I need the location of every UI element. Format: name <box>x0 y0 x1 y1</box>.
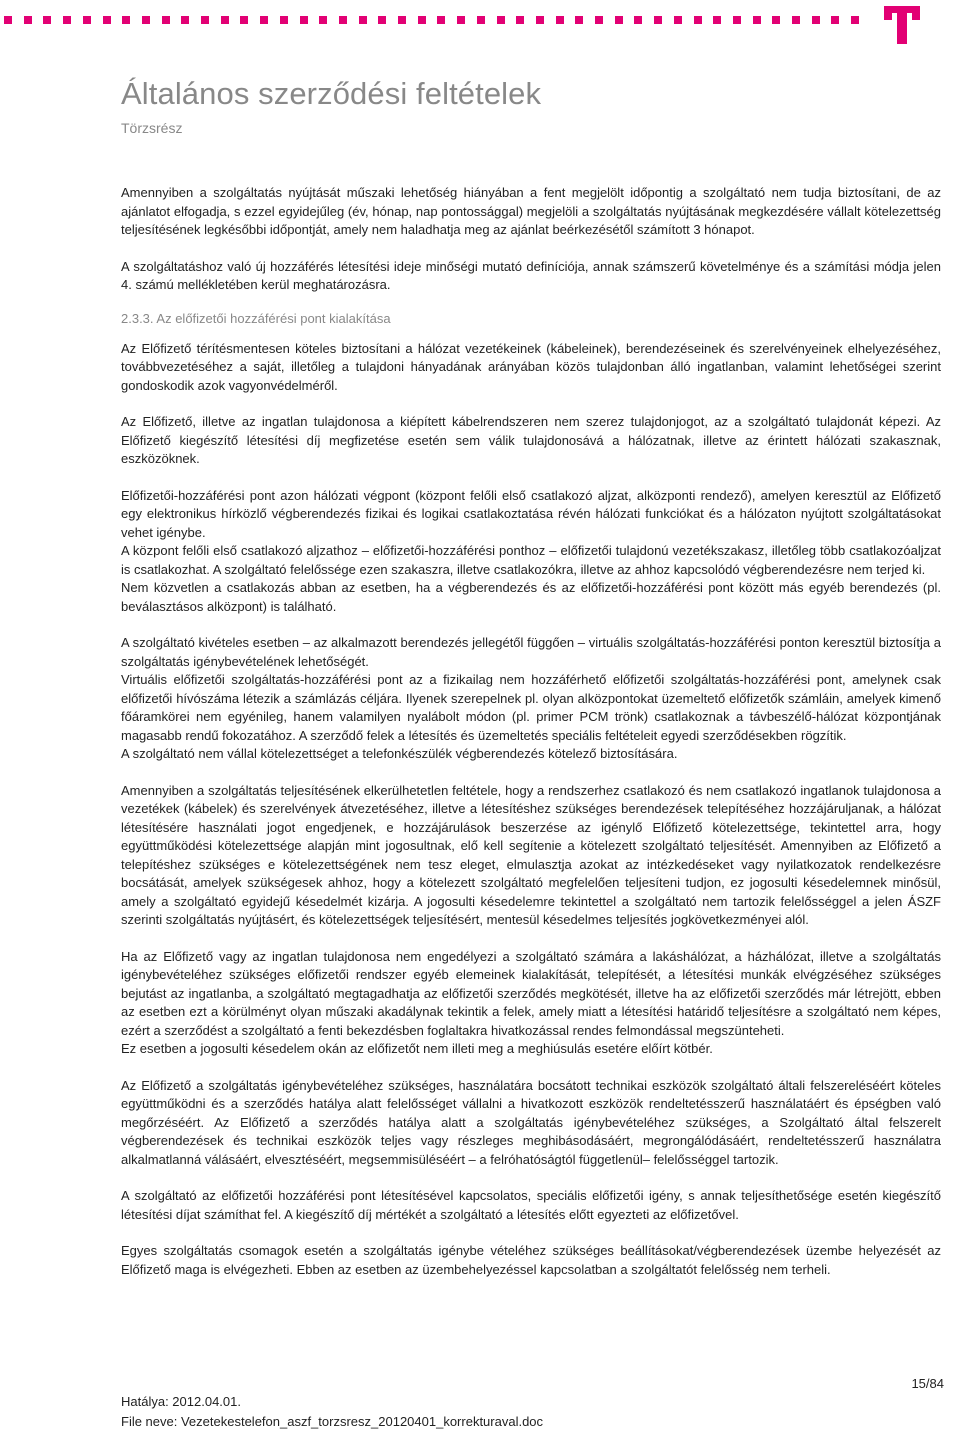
header-dot <box>339 16 347 24</box>
document-subtitle: Törzsrész <box>121 120 183 136</box>
header-dot <box>24 16 32 24</box>
header-dot <box>654 16 662 24</box>
paragraph: Egyes szolgáltatás csomagok esetén a szolgáltatás igénybe vételéhez szükséges beállításokat/végberendezések üzembe helyezését az Előfizető maga is elvégezheti. Ebben az esetben az üzembehelyezéssel kapcsolatban a szolgáltatót felelősség nem terheli. <box>121 1243 941 1277</box>
footer-validity: Hatálya: 2012.04.01. <box>121 1394 241 1409</box>
header-dot <box>674 16 682 24</box>
header-dot <box>83 16 91 24</box>
header-dot <box>418 16 426 24</box>
header-dot <box>634 16 642 24</box>
paragraph: A szolgáltató nem vállal kötelezettséget a telefonkészülék végberendezés kötelező biztosítására. <box>121 746 678 761</box>
header-dot <box>497 16 505 24</box>
paragraph: A központ felőli első csatlakozó aljzathoz – előfizetői-hozzáférési ponthoz – előfizetői tulajdonú vezetékszakasz, illetőleg több csatlakozóaljzat is csatlakozhat. A szolgáltató felelőssége ezen szakaszra, illetve csatlakozókra, illetve az ahhoz kapcsolódó végberendezésre nem terjed ki. <box>121 543 941 577</box>
header-dot <box>753 16 761 24</box>
document-body <box>121 184 941 1279</box>
header-dot <box>4 16 12 24</box>
document-title: Általános szerződési feltételek <box>121 76 542 111</box>
paragraph: A szolgáltatáshoz való új hozzáférés létesítési ideje minőségi mutató definíciója, annak számszerű követelménye és a számítási módja jelen 4. számú mellékletében kerül meghatározásra. <box>121 258 941 292</box>
header-dot <box>733 16 741 24</box>
header-dot <box>851 16 859 24</box>
header-dot <box>103 16 111 24</box>
paragraph: A szolgáltató kivételes esetben – az alkalmazott berendezés jellegétől függően – virtuális szolgáltatás-hozzáférési ponton keresztül biztosítja a szolgáltatás igénybevételének lehetőségét. <box>121 635 941 669</box>
header-dot <box>63 16 71 24</box>
header-dot <box>615 16 623 24</box>
header-dot <box>300 16 308 24</box>
header-dot <box>43 16 51 24</box>
header-dot <box>319 16 327 24</box>
header-dot <box>792 16 800 24</box>
header-dot <box>398 16 406 24</box>
header-dot <box>378 16 386 24</box>
paragraph: Ha az Előfizető vagy az ingatlan tulajdonosa nem engedélyezi a szolgáltató számára a lakáshálózat, a házhálózat, illetve a szolgáltatás igénybevételéhez szükséges előfizetői rendszer egyéb elemeinek kialakítását, telepítését, a létesítési munkák elvégzéséhez szükséges bejutást az ingatlanba, a szolgáltató megtagadhatja az előfizetői szerződés megkötését, illetve ha az előfizetői szerződés már létrejött, ebben az esetben ezt a körülményt olyan műszaki akadálynak tekintik a felek, amely miatt a létesítési határidő teljesítésre a szolgáltató nem képes, ezért a szerződést a szolgáltató a fenti bekezdésben foglaltakra hivatkozással rendes felmondással megszünteheti. <box>121 948 941 1038</box>
header-dot <box>595 16 603 24</box>
header-dot <box>694 16 702 24</box>
paragraph: Az Előfizető térítésmentesen köteles biztosítani a hálózat vezetékeinek (kábeleinek), berendezéseinek és szerelvényeinek elhelyezéséhez, továbbvezetéséhez a saját, illetőleg a tulajdoni hányadának arányában közös tulajdonban álló ingatlanban, valamint lehetőségei szerint gondoskodik azok vagyonvédelméről. <box>121 340 941 393</box>
paragraph: Az Előfizető, illetve az ingatlan tulajdonosa a kiépített kábelrendszeren nem szerez tulajdonjogot, az a szolgáltató tulajdonát képezi. Az Előfizető kiegészítő létesítési díj megfizetése esetén sem válik tulajdonosává a hálózatnak, illetve az érintett hálózati szakasznak, eszközöknek. <box>121 414 941 466</box>
header-dot <box>221 16 229 24</box>
header-dot <box>437 16 445 24</box>
header-dot <box>162 16 170 24</box>
header-dot <box>181 16 189 24</box>
telekom-t-logo-icon <box>884 6 920 44</box>
header-dot <box>280 16 288 24</box>
header-dot <box>831 16 839 24</box>
header-dot <box>812 16 820 24</box>
paragraph: Amennyiben a szolgáltatás teljesítésének elkerülhetetlen feltétele, hogy a rendszerhez csatlakozó és nem csatlakozó ingatlanok tulajdonosa a vezetékek (kábelek) és szerelvények átvezetéséhez, illetve a létesítéshez szükséges berendezések telepítéséhez hozzájáruljanak, a hálózat létesítésére használati jogot engedjenek, e hozzájárulások beszerzése az igénylő Előfizető kötelezettsége, tekintettel arra, hogy együttműködési kötelezettsége alapján mint jogosultnak, elő kell segítenie a kötelezett szolgáltató teljesítését. Amennyiben az Előfizető a telepítéshez szükséges e kötelezettségének nem tesz eleget, elmulasztja azokat az intézkedéseket vagy nyilatkozatok rendelkezésre bocsátását, amelyek szükségesek ahhoz, hogy a kötelezett szolgáltató megfelelően teljesíteni tudjon, ez jogosulti késedelemnek minősül, amely a szolgáltató egyidejű késedelmét kizárja. A jogosulti késedelemre tekintettel a szolgáltató nem tartozik felelősséggel a jelen ÁSZF szerinti szolgáltatás nyújtásért, és kötelezettségek teljesítésért, mentesül késedelmes teljesítés jogkövetkezményei alól. <box>121 782 941 927</box>
header-dot <box>122 16 130 24</box>
paragraph: Ez esetben a jogosulti késedelem okán az előfizetőt nem illeti meg a meghiúsulás esetére előírt kötbér. <box>121 1041 713 1056</box>
paragraph: Amennyiben a szolgáltatás nyújtását műszaki lehetőség hiányában a fent megjelölt időpontig a szolgáltató nem tudja biztosítani, de az ajánlatot elfogadja, s ezzel egyidejűleg (év, hónap, nap pontossággal) megjelöli a szolgáltatás nyújtásának megkezdésére vállalt kötelezettség teljesítésének legkésőbbi időpontját, amely nem haladhatja meg az ajánlat beérkezésétől számított 3 hónapot. <box>121 185 941 237</box>
header-dot <box>575 16 583 24</box>
header-dot <box>772 16 780 24</box>
header-dot <box>556 16 564 24</box>
paragraph: Előfizetői-hozzáférési pont azon hálózati végpont (központ felőli első csatlakozó aljzat, alközponti rendező), amelyen keresztül az Előfizető egy elektronikus hírközlő végberendezés fizikai és logikai csatlakoztatása révén hálózati funkciókat és a hálózaton nyújtott szolgáltatásokat vehet igénybe. <box>121 487 941 540</box>
header-dot <box>201 16 209 24</box>
header-dot <box>536 16 544 24</box>
page-number: 15/84 <box>911 1376 944 1391</box>
paragraph: Nem közvetlen a csatlakozás abban az esetben, ha a végberendezés és az előfizetői-hozzáférési pont között más egyéb berendezés (pl. beválasztásos alközpont) is található. <box>121 580 941 614</box>
header-dot <box>713 16 721 24</box>
header-dot <box>359 16 367 24</box>
paragraph: Az Előfizető a szolgáltatás igénybevételéhez szükséges, használatára bocsátott technikai eszközök szolgáltató általi felszereléséért köteles együttműködni és a szerződés hatálya alatt felelősséget vállalni a hivatkozott eszközök rendeltetésszerű használatáért és épségben való megőrzéséért. Az Előfizető a szerződés hatálya alatt a szolgáltatás igénybevételéhez szükséges, a Szolgáltató által felszerelt végberendezések és technikai eszközök teljes vagy részleges meghibásodásáért, megrongálódásáért, rendeltetésszerű használatra alkalmatlanná válásáért, elvesztéséért, megsemmisüléséért – a felróhatóságtól függetlenül– felelősséggel tartozik. <box>121 1077 941 1167</box>
header-dot <box>142 16 150 24</box>
paragraph: Virtuális előfizetői szolgáltatás-hozzáférési pont az a fizikailag nem hozzáférhető előfizetői szolgáltatás-hozzáférési pont, amelynek csak előfizetői hívószáma létezik a számlázás céljára. Ilyenek szerepelnek pl. olyan alközpontokat üzemeltető előfizetők számláin, amelyek kimenő főáramkörei nem egyénileg, hanem valamilyen nyalábolt módon (pl. primer PCM trönk) csatlakoznak a távbeszélő-hálózat központjának magasabb rendű fokozatához. A szerződő felek a létesítés és üzemeltetés speciális feltételeit egyedi szerződésekben rögzítik. <box>121 672 941 743</box>
header-dot <box>477 16 485 24</box>
section-heading: 2.3.3. Az előfizetői hozzáférési pont kialakítása <box>121 310 391 326</box>
header-dot <box>457 16 465 24</box>
header-dot <box>516 16 524 24</box>
paragraph: A szolgáltató az előfizetői hozzáférési pont létesítésével kapcsolatos, speciális előfizetői igény, s annak teljesíthetősége esetén kiegészítő létesítési díjat számíthat fel. A kiegészítő díj mértékét a szolgáltató a létesítés előtt egyezteti az előfizetővel. <box>121 1188 941 1222</box>
header-dot <box>240 16 248 24</box>
footer-filename: File neve: Vezetekestelefon_aszf_torzsresz_20120401_korrekturaval.doc <box>121 1414 544 1429</box>
footer <box>121 1392 543 1432</box>
header-dot <box>260 16 268 24</box>
